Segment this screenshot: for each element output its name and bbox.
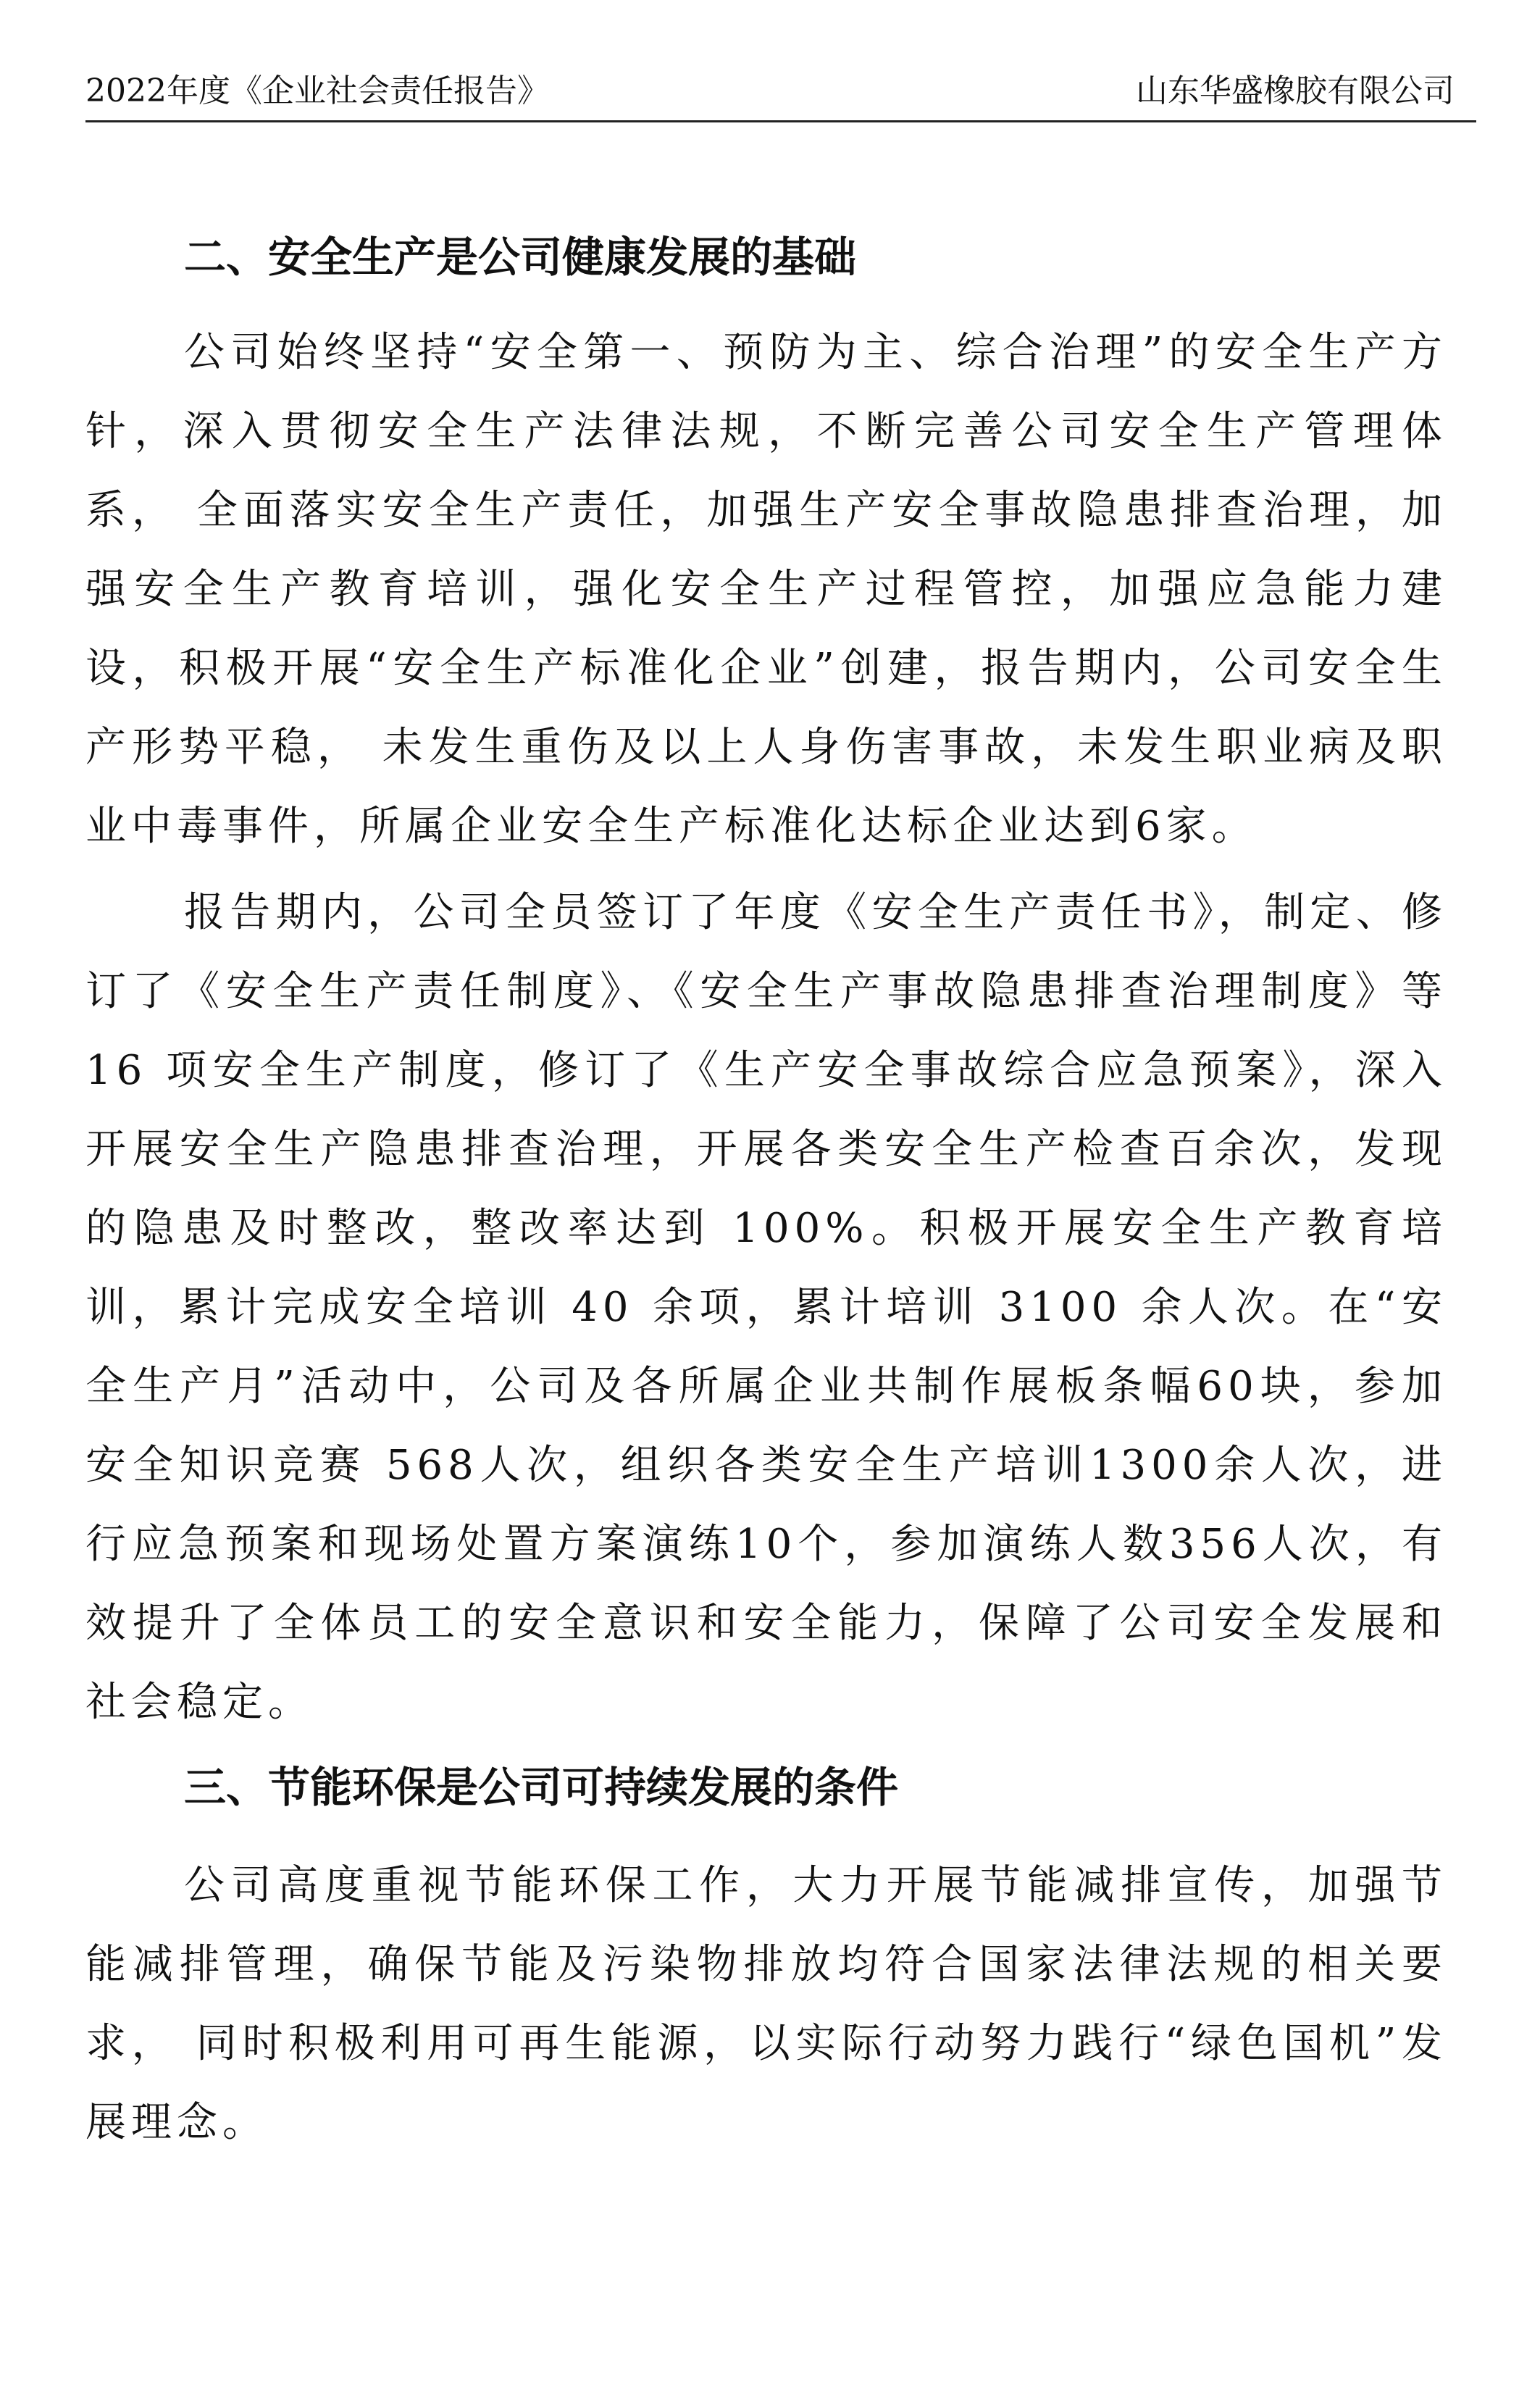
header-divider <box>85 120 1476 122</box>
paragraph-energy-saving: 公司高度重视节能环保工作，大力开展节能减排宣传，加强节能减排管理，确保节能及污染物排放均符合国家法律法规的相关要求， 同时积极利用可再生能源，以实际行动努力践行“绿色国机”发展理念。 <box>85 1862 1447 2146</box>
section-heading-safety: 二、安全生产是公司健康发展的基础 <box>184 233 857 282</box>
paragraph-safety-activities: 报告期内，公司全员签订了年度《安全生产责任书》，制定、修订了《安全生产责任制度》、《安全生产事故隐患排查治理制度》等16 项安全生产制度，修订了《生产安全事故综合应急预案》，深入开展安全生产隐患排查治理，开展各类安全生产检查百余次，发现的隐患及时整改，整改率达到 100%。积极开展安全生产教育培训，累计完成安全培训 40 余项，累计培训 3100 余人次。在“安全生产月”活动中，公司及各所属企业共制作展板条幅60块，参加安全知识竞赛 568人次，组织各类安全生产培训1300余人次，进行应急预案和现场处置方案演练10个，参加演练人数356人次，有效提升了全体员工的安全意识和安全能力，保障了公司安全发展和社会稳定。 <box>85 889 1447 1726</box>
page-header <box>85 70 1476 113</box>
document-body <box>85 217 1447 2162</box>
paragraph-safety-policy: 公司始终坚持“安全第一、预防为主、综合治理”的安全生产方针，深入贯彻安全生产法律法规，不断完善公司安全生产管理体系， 全面落实安全生产责任，加强生产安全事故隐患排查治理，加强安全生产教育培训，强化安全生产过程管控，加强应急能力建设，积极开展“安全生产标准化企业”创建，报告期内，公司安全生产形势平稳， 未发生重伤及以上人身伤害事故，未发生职业病及职业中毒事件，所属企业安全生产标准化达标企业达到6家。 <box>85 329 1447 850</box>
company-name: 山东华盛橡胶有限公司 <box>1136 72 1455 109</box>
report-title: 2022年度《企业社会责任报告》 <box>85 72 549 109</box>
section-heading-environment: 三、节能环保是公司可持续发展的条件 <box>184 1763 899 1812</box>
